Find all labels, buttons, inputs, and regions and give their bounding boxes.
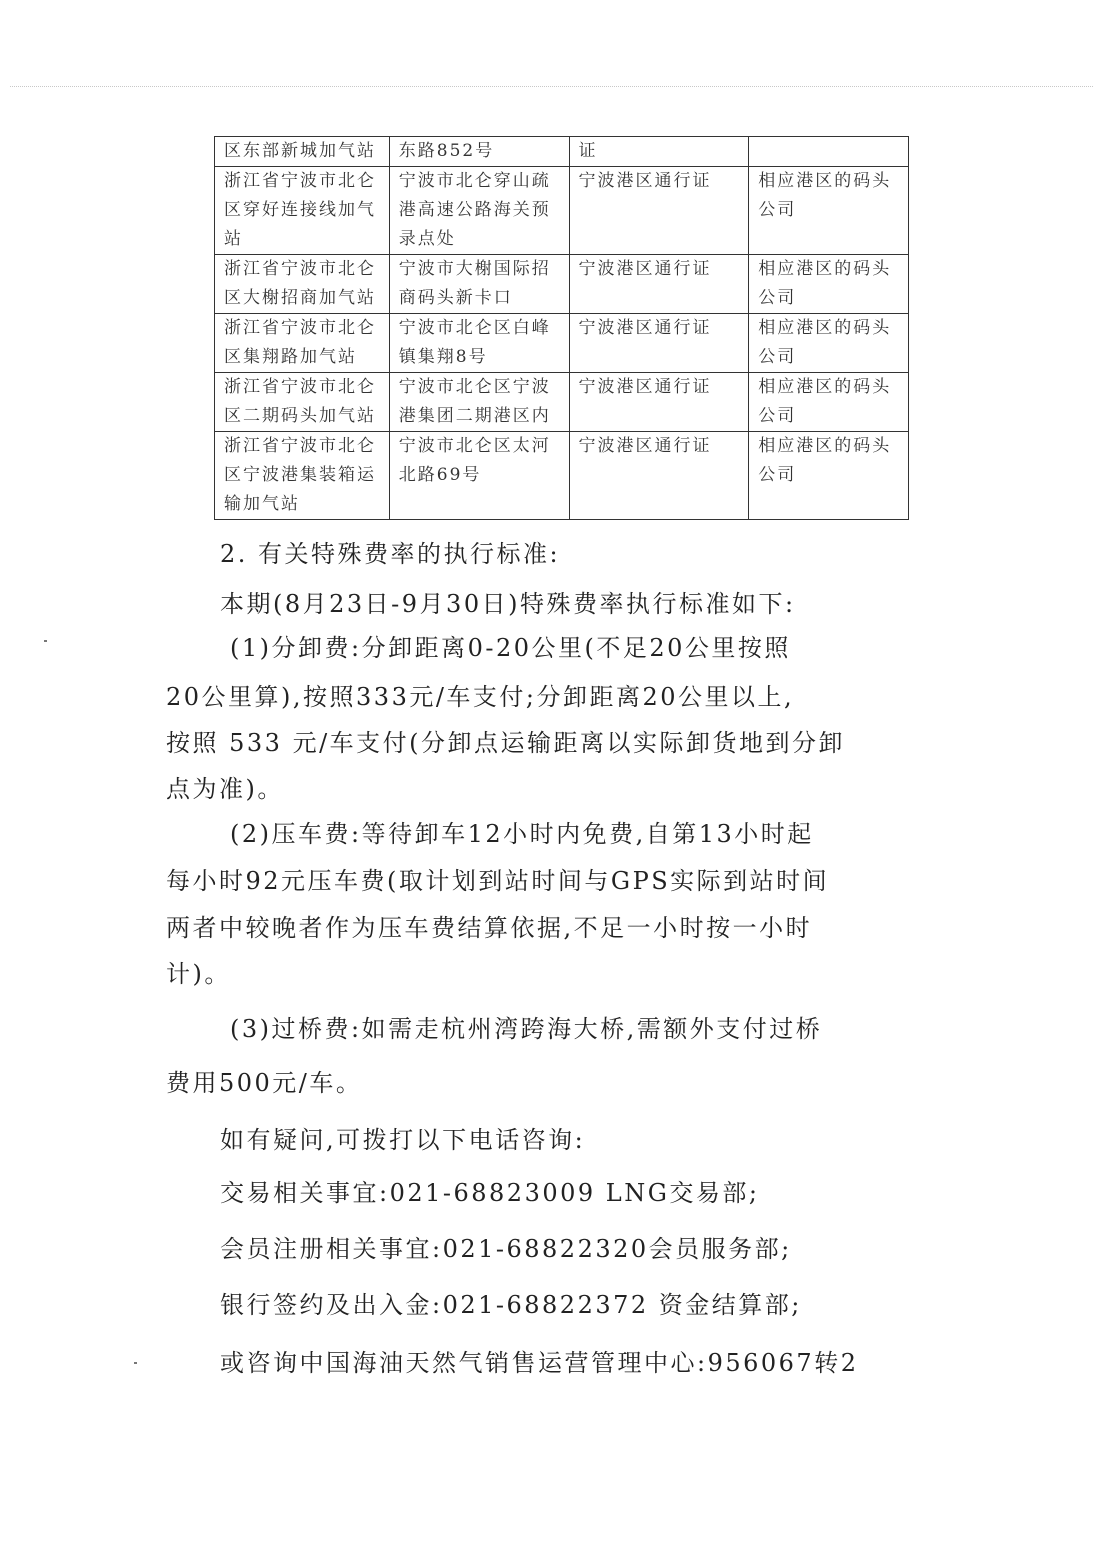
scan-speck: [134, 1362, 137, 1364]
permit-cell: 证: [569, 137, 749, 167]
table-row: [215, 255, 909, 314]
address-cell: 宁波市北仑区太河北路69号: [389, 432, 569, 520]
scan-top-rule: [10, 86, 1093, 87]
item-2-line-1: (2)压车费:等待卸车12小时内免费,自第13小时起: [230, 820, 814, 848]
issuer-cell: [749, 137, 909, 167]
table-row: [215, 373, 909, 432]
scan-speck: [44, 640, 47, 642]
contact-cnooc-center: 或咨询中国海油天然气销售运营管理中心:956067转2: [220, 1349, 859, 1377]
issuer-cell: 相应港区的码头公司: [749, 255, 909, 314]
contact-trading: 交易相关事宜:021-68823009 LNG交易部;: [220, 1179, 760, 1207]
permit-cell: 宁波港区通行证: [569, 314, 749, 373]
address-cell: 宁波市北仑区宁波港集团二期港区内: [389, 373, 569, 432]
item-2-line-2: 每小时92元压车费(取计划到站时间与GPS实际到站时间: [166, 867, 830, 895]
item-2-line-3: 两者中较晚者作为压车费结算依据,不足一小时按一小时: [166, 914, 813, 942]
station-table: [214, 136, 909, 520]
item-1-line-2: 20公里算),按照333元/车支付;分卸距离20公里以上,: [166, 683, 795, 711]
station-name-cell: 浙江省宁波市北仑区大榭招商加气站: [215, 255, 390, 314]
item-3-line-1: (3)过桥费:如需走杭州湾跨海大桥,需额外支付过桥: [230, 1015, 823, 1043]
contact-banking: 银行签约及出入金:021-68822372 资金结算部;: [220, 1291, 802, 1319]
station-name-cell: 浙江省宁波市北仑区集翔路加气站: [215, 314, 390, 373]
table-row: [215, 314, 909, 373]
station-table-body: [215, 137, 909, 520]
item-1-line-4: 点为准)。: [166, 775, 284, 803]
station-name-cell: 浙江省宁波市北仑区穿好连接线加气站: [215, 167, 390, 255]
address-cell: 宁波市北仑穿山疏港高速公路海关预录点处: [389, 167, 569, 255]
item-2-line-4: 计)。: [166, 960, 231, 988]
station-name-cell: 浙江省宁波市北仑区二期码头加气站: [215, 373, 390, 432]
permit-cell: 宁波港区通行证: [569, 432, 749, 520]
issuer-cell: 相应港区的码头公司: [749, 314, 909, 373]
section-2-heading: 2. 有关特殊费率的执行标准:: [220, 540, 561, 568]
item-1-line-3: 按照 533 元/车支付(分卸点运输距离以实际卸货地到分卸: [166, 729, 846, 757]
item-1-line-1: (1)分卸费:分卸距离0-20公里(不足20公里按照: [230, 634, 791, 662]
table-row: [215, 167, 909, 255]
station-name-cell: 浙江省宁波市北仑区宁波港集装箱运输加气站: [215, 432, 390, 520]
table-row: [215, 432, 909, 520]
address-cell: 宁波市大榭国际招商码头新卡口: [389, 255, 569, 314]
address-cell: 宁波市北仑区白峰镇集翔8号: [389, 314, 569, 373]
table-row: [215, 137, 909, 167]
section-2-intro: 本期(8月23日-9月30日)特殊费率执行标准如下:: [220, 590, 796, 618]
permit-cell: 宁波港区通行证: [569, 255, 749, 314]
address-cell: 东路852号: [389, 137, 569, 167]
permit-cell: 宁波港区通行证: [569, 167, 749, 255]
contact-membership: 会员注册相关事宜:021-68822320会员服务部;: [220, 1235, 792, 1263]
station-name-cell: 区东部新城加气站: [215, 137, 390, 167]
issuer-cell: 相应港区的码头公司: [749, 373, 909, 432]
issuer-cell: 相应港区的码头公司: [749, 167, 909, 255]
item-3-line-2: 费用500元/车。: [166, 1069, 363, 1097]
issuer-cell: 相应港区的码头公司: [749, 432, 909, 520]
permit-cell: 宁波港区通行证: [569, 373, 749, 432]
contacts-intro: 如有疑问,可拨打以下电话咨询:: [220, 1126, 586, 1154]
